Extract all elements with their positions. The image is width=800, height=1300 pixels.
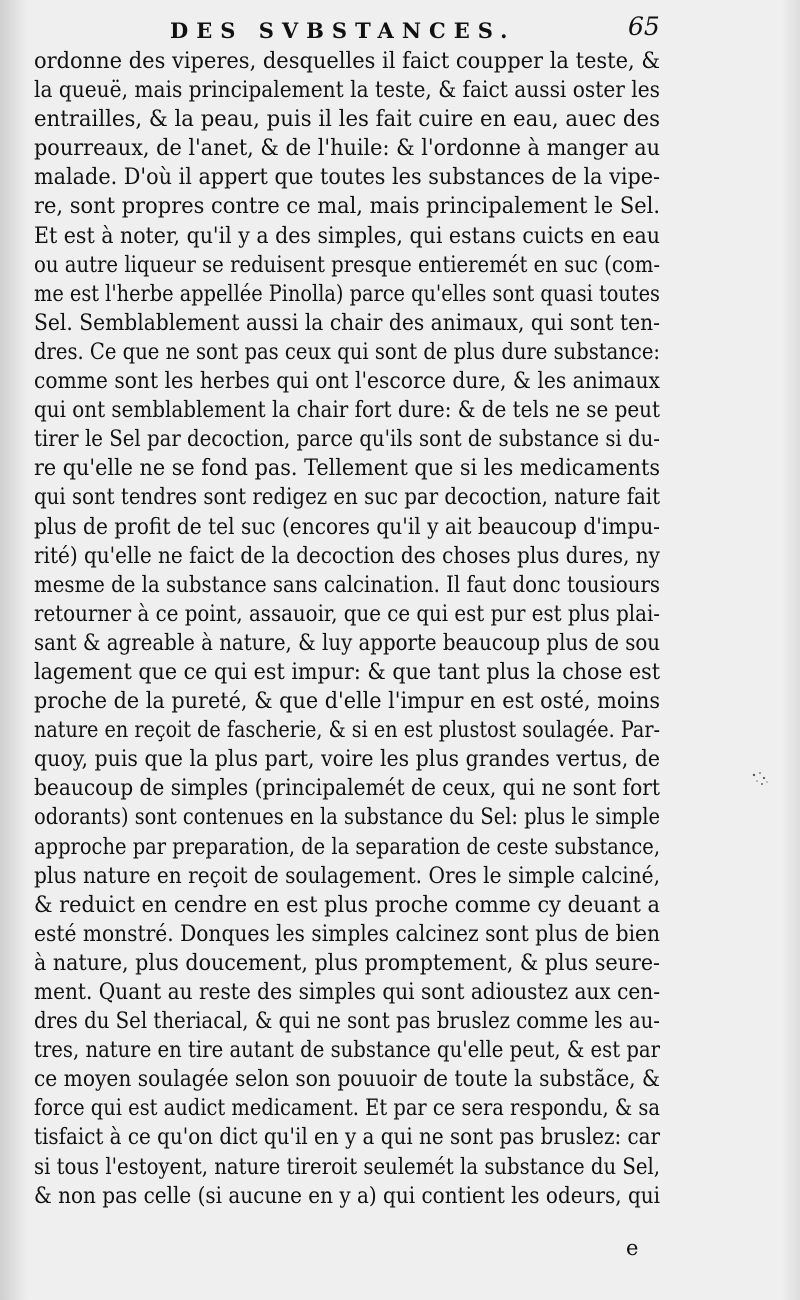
text-line [34,280,664,309]
text-line [34,483,664,512]
text-line [34,425,664,454]
text-line [34,891,664,920]
text-line-content: esté monstré. Donques les simples calcinez sont plus de bien [34,921,660,947]
text-line-content: tirer le Sel par decoction, parce qu'ils sont de substance si du- [34,427,660,453]
text-line-content: malade. D'où il appert que toutes les substances de la vipe- [34,165,661,191]
text-line-content: sant & agreable à nature, & luy apporte beaucoup plus de sou [34,630,661,656]
text-line [34,1094,664,1123]
text-line [34,1153,664,1182]
text-line [34,1065,664,1094]
body-text [34,47,664,1211]
text-line-content: lagement que ce qui est impur: & que tant plus la chose est [34,659,661,685]
text-line [34,367,664,396]
text-line-content: retourner à ce point, assauoir, que ce qui est pur est plus plai- [34,601,660,627]
text-line [34,542,664,571]
text-line [34,192,664,221]
text-line-content: re, sont propres contre ce mal, mais principalement le Sel. [34,194,661,220]
text-line-content: si tous l'estoyent, nature tireroit seulemét la substance du Sel, [34,1154,661,1180]
text-line [34,251,664,280]
page-number: 65 [628,12,660,41]
text-line [34,1182,664,1211]
text-line-content: ce moyen soulagée selon son pouuoir de toute la substãce, & [34,1067,660,1093]
text-line-content: me est l'herbe appellée Pinolla) parce qu'elles sont quasi toutes [34,281,660,307]
page-header [0,12,800,50]
text-line-content: re qu'elle ne se fond pas. Tellement que si les medicaments [34,456,660,482]
text-line-content: dres. Ce que ne sont pas ceux qui sont de plus dure substance: [34,339,661,365]
text-line-content: la queuë, mais principalement la teste, & faict aussi oster les [34,78,661,104]
text-line-content: & reduict en cendre en est plus proche comme cy deuant a [34,892,660,918]
text-line-content: beaucoup de simples (principalemét de ceux, qui ne sont fort [34,776,660,802]
text-line [34,949,664,978]
text-line-content: & non pas celle (si aucune en y a) qui contient les odeurs, qui [34,1183,661,1209]
text-line-content: plus de profit de tel suc (encores qu'il y ait beaucoup d'impu- [34,514,660,540]
signature-mark: e [626,1236,639,1260]
text-line [34,222,664,251]
text-line [34,920,664,949]
text-line [34,803,664,832]
text-line-content: entrailles, & la peau, puis il les fait cuire en eau, auec des [34,107,660,133]
text-line-content: force qui est audict medicament. Et par ce sera respondu, & sa [34,1096,660,1122]
text-line-content: ordonne des viperes, desquelles il faict coupper la teste, & [34,49,660,74]
text-line-content: ment. Quant au reste des simples qui sont adioustez aux cen- [34,980,661,1005]
text-line-content: à nature, plus doucement, plus promptement, & plus seure- [34,950,661,976]
text-line [34,833,664,862]
text-line [34,105,664,134]
text-line [34,47,664,76]
text-line [34,309,664,338]
text-line [34,629,664,658]
text-line-content: tisfaict à ce qu'on dict qu'il en y a qui ne sont pas bruslez: car [34,1125,661,1151]
text-line [34,163,664,192]
text-line-content: tres, nature en tire autant de substance qu'elle peut, & est par [34,1038,661,1064]
text-line [34,396,664,425]
text-line [34,658,664,687]
running-title: DES SVBSTANCES. [170,18,516,43]
text-line [34,1123,664,1152]
text-line-content: nature en reçoit de fascherie, & si en est plustost soulagée. Par- [34,718,660,744]
text-line-content: odorants) sont contenues en la substance du Sel: plus le simple [34,805,661,831]
text-line-content: approche par preparation, de la separation de ceste substance, [34,834,661,860]
text-line [34,687,664,716]
text-line [34,716,664,745]
text-line-content: dres du Sel theriacal, & qui ne sont pas bruslez comme les au- [34,1009,660,1035]
text-line [34,774,664,803]
text-line-content: mesme de la substance sans calcination. Il faut donc tousiours [34,572,661,598]
text-line [34,76,664,105]
text-line-content: proche de la pureté, & que d'elle l'impur en est osté, moins [34,689,661,715]
text-line-content: rité) qu'elle ne faict de la decoction des choses plus dures, ny [34,543,660,569]
text-line-content: comme sont les herbes qui ont l'escorce dure, & les animaux [34,369,660,395]
text-line [34,862,664,891]
text-line-content: Sel. Semblablement aussi la chair des animaux, qui sont ten- [34,310,660,336]
text-line [34,1036,664,1065]
text-line [34,134,664,163]
text-line [34,338,664,367]
text-line [34,454,664,483]
ink-speckle-icon [750,770,770,788]
text-line-content: ou autre liqueur se reduisent presque entieremét en suc (com- [34,252,660,278]
text-line-content: plus nature en reçoit de soulagement. Ores le simple calciné, [34,863,660,889]
text-line [34,513,664,542]
text-line-content: pourreaux, de l'anet, & de l'huile: & l'ordonne à manger au [34,136,661,162]
text-line [34,1007,664,1036]
text-line [34,745,664,774]
text-line-content: qui sont tendres sont redigez en suc par decoction, nature fait [34,485,661,511]
text-line-content: Et est à noter, qu'il y a des simples, qui estans cuicts en eau [34,223,660,249]
text-line-content: quoy, puis que la plus part, voire les plus grandes vertus, de [34,747,660,773]
text-line-content: qui ont semblablement la chair fort dure: & de tels ne se peut [34,398,661,424]
text-line [34,600,664,629]
text-line [34,978,664,1007]
text-line [34,571,664,600]
